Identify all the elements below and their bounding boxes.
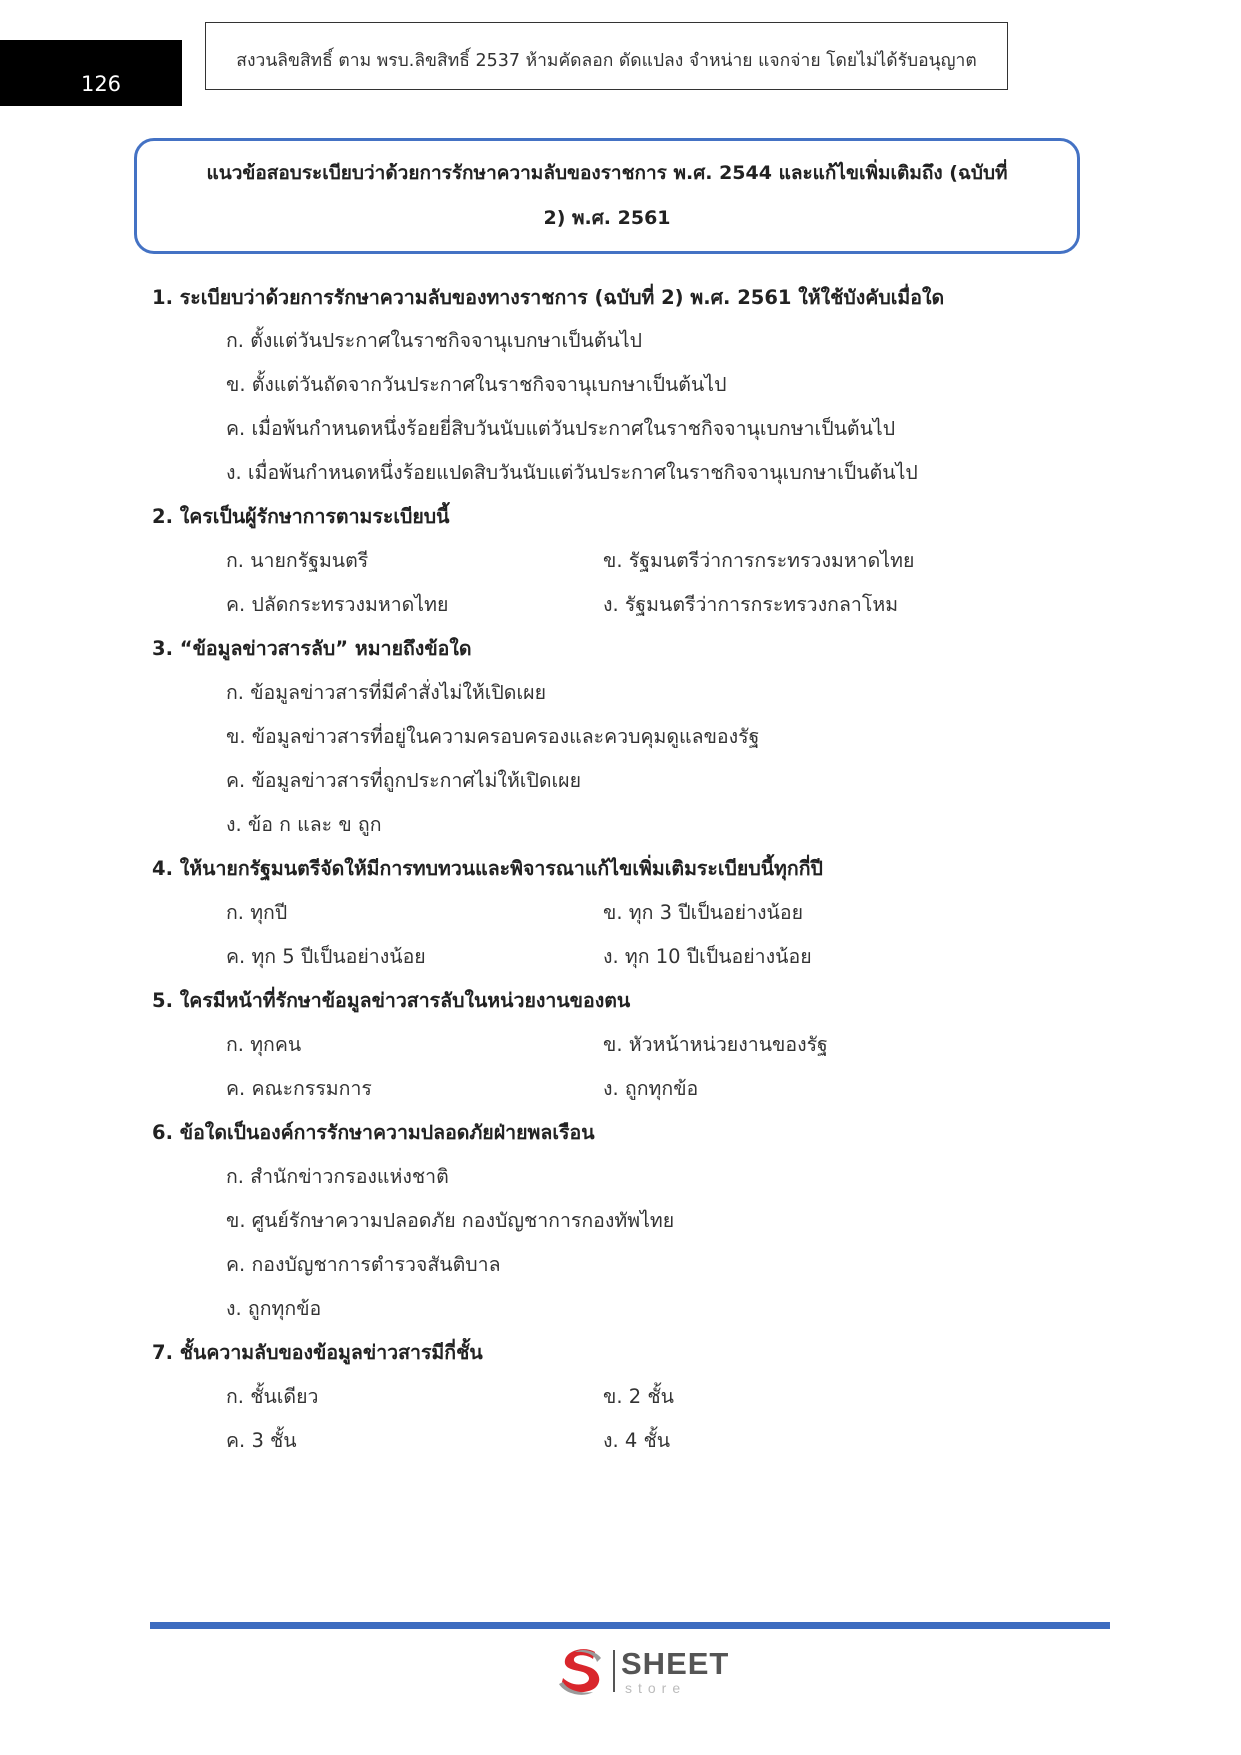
choice-2b: ข. รัฐมนตรีว่าการกระทรวงมหาดไทย [603,549,915,572]
sheet-store-logo [555,1644,735,1700]
choice-2c: ค. ปลัดกระทรวงมหาดไทย [226,593,449,616]
choice-1c: ค. เมื่อพ้นกำหนดหนึ่งร้อยยี่สิบวันนับแต่วันประกาศในราชกิจจานุเบกษาเป็นต้นไป [226,417,896,440]
choice-4d: ง. ทุก 10 ปีเป็นอย่างน้อย [603,945,812,968]
choice-3b: ข. ข้อมูลข่าวสารที่อยู่ในความครอบครองและควบคุมดูแลของรัฐ [226,725,760,748]
choice-6c: ค. กองบัญชาการตำรวจสันติบาล [226,1253,501,1276]
footer-divider [150,1622,1110,1629]
question-7: 7. ชั้นความลับของข้อมูลข่าวสารมีกี่ชั้น [152,1341,483,1364]
question-1: 1. ระเบียบว่าด้วยการรักษาความลับของทางราชการ (ฉบับที่ 2) พ.ศ. 2561 ให้ใช้บังคับเมื่อใด [152,286,945,309]
choice-6a: ก. สำนักข่าวกรองแห่งชาติ [226,1165,449,1188]
logo-wordmark: SHEET [621,1646,730,1681]
choice-2a: ก. นายกรัฐมนตรี [226,549,369,572]
choice-6b: ข. ศูนย์รักษาความปลอดภัย กองบัญชาการกองทัพไทย [226,1209,675,1232]
sheet-store-logo-icon [555,1644,609,1698]
choice-5a: ก. ทุกคน [226,1033,302,1056]
page-number: 126 [0,40,182,106]
choice-1a: ก. ตั้งแต่วันประกาศในราชกิจจานุเบกษาเป็นต้นไป [226,329,643,352]
choice-2d: ง. รัฐมนตรีว่าการกระทรวงกลาโหม [603,593,899,616]
question-5: 5. ใครมีหน้าที่รักษาข้อมูลข่าวสารลับในหน่วยงานของตน [152,989,631,1012]
question-2: 2. ใครเป็นผู้รักษาการตามระเบียบนี้ [152,505,450,528]
logo-subtitle: store [625,1680,687,1696]
choice-3a: ก. ข้อมูลข่าวสารที่มีคำสั่งไม่ให้เปิดเผย [226,681,546,704]
page-title [206,151,1007,241]
page-title-line-2: 2) พ.ศ. 2561 [543,207,671,229]
choice-3d: ง. ข้อ ก และ ข ถูก [226,813,382,836]
choice-4a: ก. ทุกปี [226,901,288,924]
choice-7a: ก. ชั้นเดียว [226,1385,319,1408]
choice-7b: ข. 2 ชั้น [603,1385,674,1408]
question-3: 3. “ข้อมูลข่าวสารลับ” หมายถึงข้อใด [152,637,472,660]
question-6: 6. ข้อใดเป็นองค์การรักษาความปลอดภัยฝ่ายพลเรือน [152,1121,595,1144]
choice-4b: ข. ทุก 3 ปีเป็นอย่างน้อย [603,901,804,924]
choice-1d: ง. เมื่อพ้นกำหนดหนึ่งร้อยแปดสิบวันนับแต่วันประกาศในราชกิจจานุเบกษาเป็นต้นไป [226,461,918,484]
choice-5d: ง. ถูกทุกข้อ [603,1077,699,1100]
choice-4c: ค. ทุก 5 ปีเป็นอย่างน้อย [226,945,426,968]
choice-5c: ค. คณะกรรมการ [226,1077,372,1100]
copyright-notice: สงวนลิขสิทธิ์ ตาม พรบ.ลิขสิทธิ์ 2537 ห้ามคัดลอก ดัดแปลง จำหน่าย แจกจ่าย โดยไม่ได้รับอนุญาต [205,22,1008,90]
question-4: 4. ให้นายกรัฐมนตรีจัดให้มีการทบทวนและพิจารณาแก้ไขเพิ่มเติมระเบียบนี้ทุกกี่ปี [152,857,823,880]
choice-6d: ง. ถูกทุกข้อ [226,1297,322,1320]
choice-7d: ง. 4 ชั้น [603,1429,671,1452]
choice-7c: ค. 3 ชั้น [226,1429,297,1452]
title-box [134,138,1080,254]
choice-3c: ค. ข้อมูลข่าวสารที่ถูกประกาศไม่ให้เปิดเผย [226,769,582,792]
logo-separator [613,1650,615,1692]
choice-5b: ข. หัวหน้าหน่วยงานของรัฐ [603,1033,828,1056]
page-title-line-1: แนวข้อสอบระเบียบว่าด้วยการรักษาความลับของราชการ พ.ศ. 2544 และแก้ไขเพิ่มเติมถึง (ฉบับที่ [206,162,1008,184]
choice-1b: ข. ตั้งแต่วันถัดจากวันประกาศในราชกิจจานุเบกษาเป็นต้นไป [226,373,727,396]
